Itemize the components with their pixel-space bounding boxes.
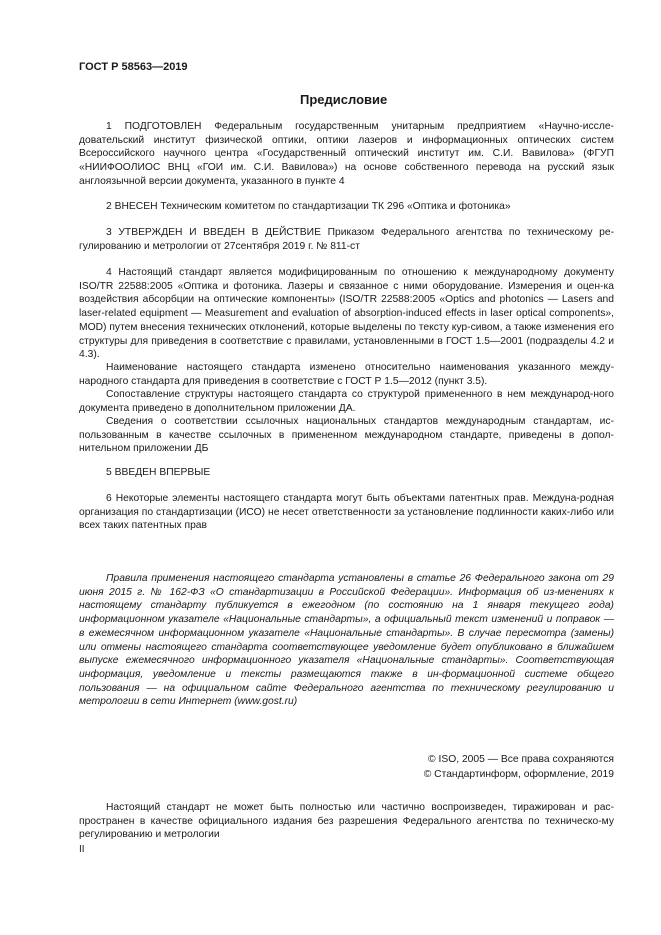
section-4-name-change: Наименование настоящего стандарта изменено относительно наименования указанного между-народного стандарта для приведения в соответствие с ГОСТ Р 1.5—2012 (пункт 3.5). <box>79 362 614 387</box>
application-rules-notice: Правила применения настоящего стандарта установлены в статье 26 Федерального закона от 29 июня 2015 г. № 162-ФЗ «О стандартизации в Российской Федерации». Информация об из-менениях к настоящему стандарту публикуется в ежегодном (по состоянию на 1 января текущего года) информационном указателе «Национальные стандарты», а официальный текст изменений и поправок — в ежемесячном информационном указателе «Национальные стандарты». В случае пересмотра (замены) или отмены настоящего стандарта соответствующее уведомление будет опубликовано в ближайшем выпуске ежемесячного информационного указателя «Национальные стандарты». Соответствующая информация, уведомление и тексты размещаются также в ин-формационной системе общего пользования — на официальном сайте Федерального агентства по техническому регулированию и метрологии в сети Интернет (www.gost.ru) <box>79 573 614 708</box>
copyright-block <box>79 752 614 782</box>
section-1: 1 ПОДГОТОВЛЕН Федеральным государственным унитарным предприятием «Научно-иссле-довательский институт физической оптики, оптики лазеров и информационных оптических систем Всероссийского научного центра «Государственный оптический институт им. С.И. Вавилова» (ФГУП «НИИФООЛИОС ВНЦ «ГОИ им. С.И. Вавилова») на основе собственного перевода на русский язык англоязычной версии документа, указанного в пункте 4 <box>79 121 614 187</box>
section-2: 2 ВНЕСЕН Техническим комитетом по стандартизации ТК 296 «Оптика и фотоника» <box>106 201 511 212</box>
copyright-iso: © ISO, 2005 — Все права сохраняются <box>428 754 614 765</box>
page-number: II <box>79 844 85 855</box>
section-6: 6 Некоторые элементы настоящего стандарта могут быть объектами патентных прав. Междуна-родная организация по стандартизации (ИСО) не несет ответственности за установление подлинности каких-либо или всех таких патентных прав <box>79 493 614 532</box>
section-4-references: Сведения о соответствии ссылочных национальных стандартов международным стандартам, ис-пользованным в качестве ссылочных в примененном международном стандарте, приведены в допол-нительном приложении ДБ <box>79 416 614 455</box>
section-5: 5 ВВЕДЕН ВПЕРВЫЕ <box>106 467 211 478</box>
standard-id: ГОСТ Р 58563—2019 <box>79 61 188 73</box>
reproduction-notice: Настоящий стандарт не может быть полностью или частично воспроизведен, тиражирован и рас-пространен в качестве официального издания без разрешения Федерального агентства по техническо-му регулированию и метрологии <box>79 802 614 841</box>
section-4: 4 Настоящий стандарт является модифицированным по отношению к международному документу ISO/TR 22588:2005 «Оптика и фотоника. Лазеры и связанное с ними оборудование. Измерения и оцен-ка воздействия абсорбции на оптические компоненты» (ISO/TR 22588:2005 «Optics and photonics — Lasers and laser-related equipment — Measurement and evaluation of absorption-induced effects in laser optical components», MOD) путем внесения технических отклонений, которые выделены по тексту кур-сивом, а также изменения его структуры для приведения в соответствие с правилами, установленными в ГОСТ 1.5—2001 (подразделы 4.2 и 4.3). <box>79 267 614 361</box>
page-title: Предисловие <box>300 92 388 107</box>
copyright-publisher: © Стандартинформ, оформление, 2019 <box>423 769 614 780</box>
section-4-structure: Сопоставление структуры настоящего стандарта со структурой примененного в нем международ-ного документа приведено в дополнительном приложении ДА. <box>79 389 614 414</box>
section-3: 3 УТВЕРЖДЕН И ВВЕДЕН В ДЕЙСТВИЕ Приказом Федерального агентства по техническому ре-гулированию и метрологии от 27сентября 2019 г. № 811-ст <box>79 227 614 252</box>
